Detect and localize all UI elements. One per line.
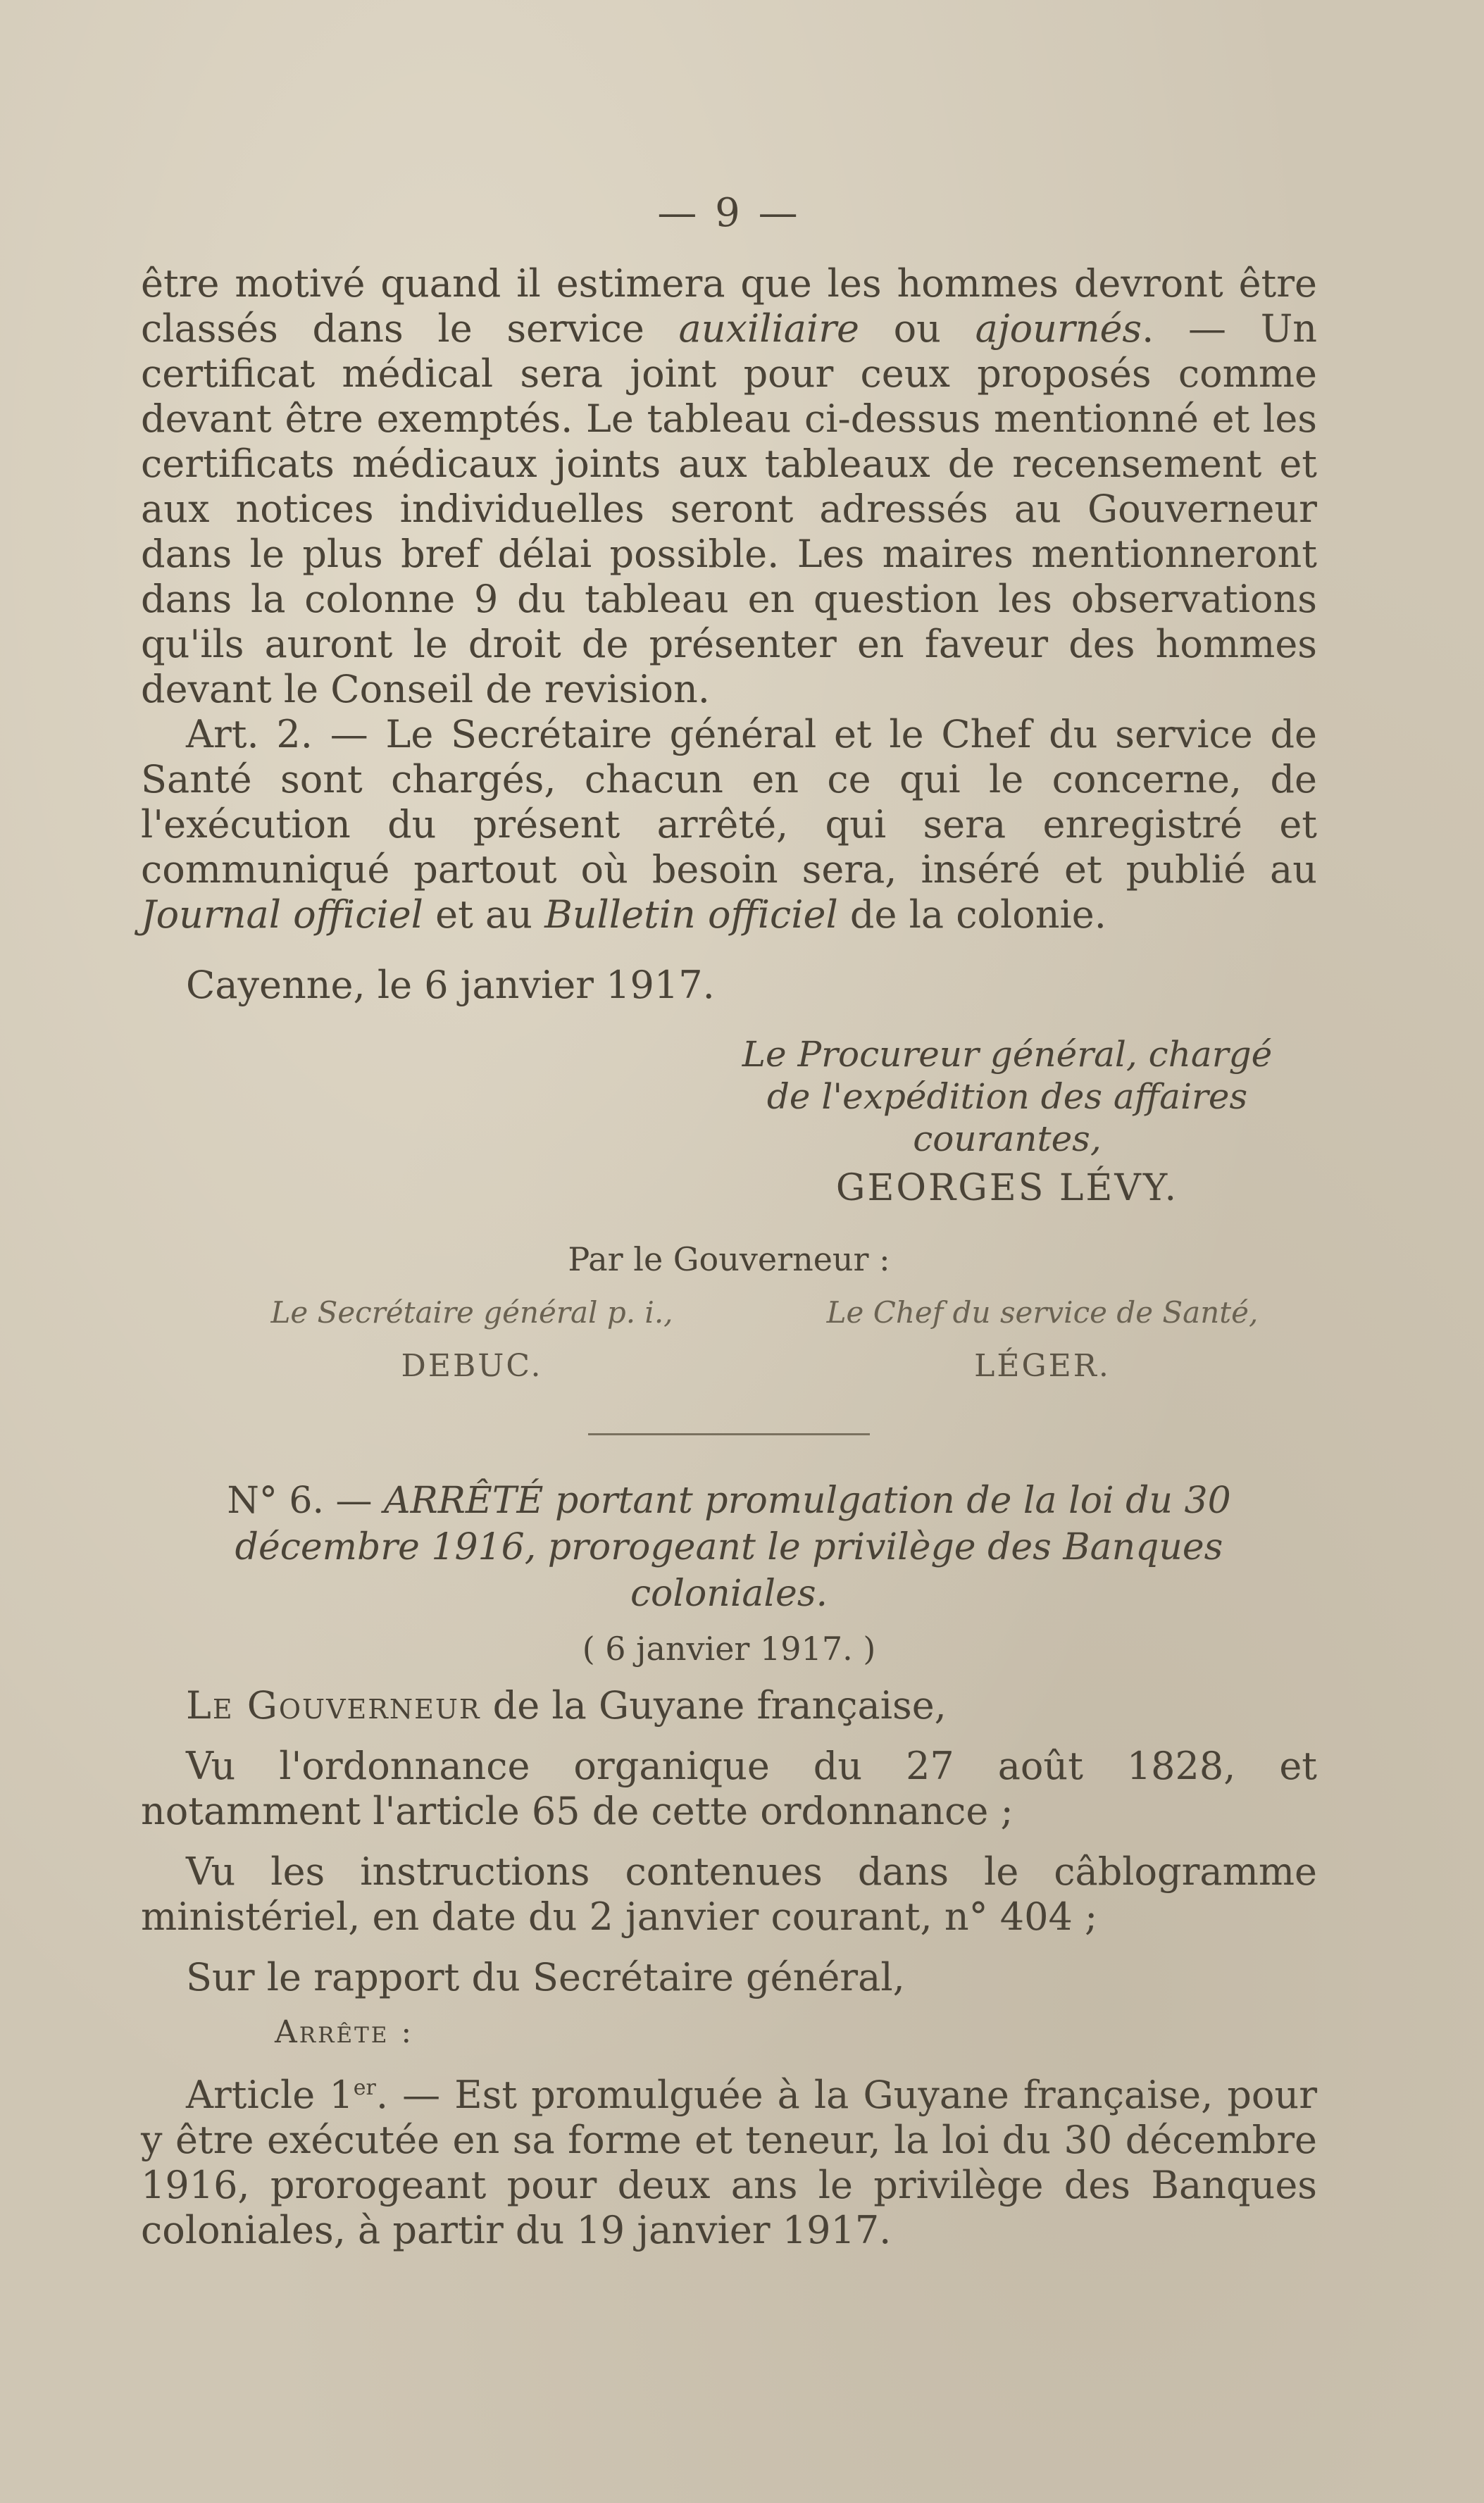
arrete-label: Arrête : (275, 2014, 414, 2050)
paragraph-continuation: être motivé quand il estimera que les hommes devront être classés dans le service auxiliaire ou ajournés. — Un certificat médical sera joint pour ceux proposés comme devant être exemptés. Le tableau ci-dessus mentionné et les certificats médicaux joints aux tableaux de recensement et aux notices individuelles seront adressés au Gouverneur dans le plus bref délai possible. Les maires mentionneront dans la colonne 9 du tableau en question les observations qu'ils auront le droit de présenter en faveur des hommes devant le Conseil de revision. (141, 261, 1317, 711)
section-divider (588, 1433, 870, 1435)
vu-instructions: Vu les instructions contenues dans le câblogramme ministériel, en date du 2 janvier courant, n° 404 ; (141, 1849, 1317, 1939)
countersign-left: Le Secrétaire général p. i., DEBUC. (270, 1295, 673, 1384)
signature-name: GEORGES LÉVY. (835, 1167, 1179, 1209)
countersign-right: Le Chef du service de Santé, LÉGER. (826, 1295, 1259, 1384)
article-1: Article 1er. — Est promulguée à la Guyane française, pour y être exécutée en sa forme et teneur, la loi du 30 décembre 1916, prorogeant pour deux ans le privilège des Banques coloniales, à partir du 19 janvier 1917. (141, 2073, 1318, 2252)
signature-title: Le Procureur général, chargé de l'expédition des affaires courantes, (742, 1034, 1273, 1159)
vu-ordonnance: Vu l'ordonnance organique du 27 août 1828, et notamment l'article 65 de cette ordonnance ; (141, 1744, 1317, 1833)
par-le-gouverneur: Par le Gouverneur : (568, 1240, 890, 1278)
arrete-date: ( 6 janvier 1917. ) (582, 1630, 876, 1668)
document-page (141, 190, 1318, 2307)
place-date: Cayenne, le 6 janvier 1917. (186, 963, 715, 1007)
paragraph-article-2: Art. 2. — Le Secrétaire général et le Chef du service de Santé sont chargés, chacun en ce qui le concerne, de l'exécution du présent arrêté, qui sera enregistré et communiqué partout où besoin sera, inséré et publié au Journal officiel et au Bulletin officiel de la colonie. (141, 712, 1317, 937)
sur-rapport: Sur le rapport du Secrétaire général, (186, 1955, 905, 1999)
page-number: — 9 — (657, 190, 801, 236)
arrete-heading: N° 6. — ARRÊTÉ portant promulgation de la loi du 30 décembre 1916, prorogeant le privilège des Banques coloniales. (227, 1480, 1231, 1615)
gouverneur-line: Le Gouverneur de la Guyane française, (186, 1683, 947, 1728)
countersignatures (141, 1295, 1317, 1384)
